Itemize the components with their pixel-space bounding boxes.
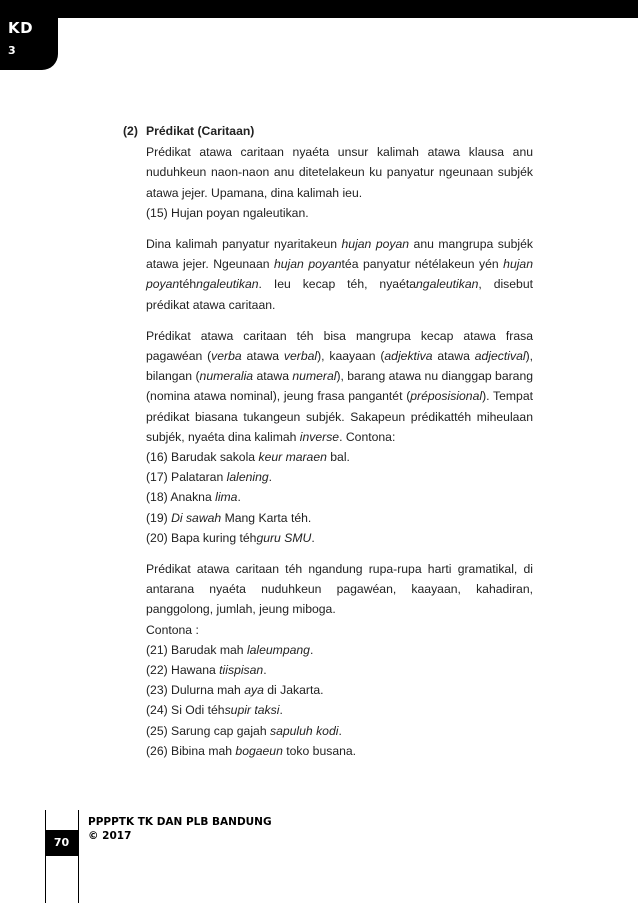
example-17: (17) Palataran lalening.: [146, 470, 273, 485]
examples-list-a: [146, 447, 533, 548]
main-content: [123, 121, 533, 761]
example-26: (26) Bibina mah bogaeun toko busana.: [146, 743, 357, 758]
paragraph-1: Prédikat atawa caritaan nyaéta unsur kalimah atawa klausa anu nuduhkeun naon-naon anu ditetelakeun ku panyatur ngeunaan subjék atawa jejer. Upamana, dina kalimah ieu.: [146, 145, 533, 200]
footer-publisher: [88, 815, 272, 843]
example-16: (16) Barudak sakola keur maraen bal.: [146, 450, 350, 465]
page-number: 70: [53, 836, 70, 849]
section-body: [146, 142, 533, 761]
example-25: (25) Sarung cap gajah sapuluh kodi.: [146, 723, 342, 738]
footer-margin-bar: [45, 810, 79, 903]
copyright-text: © 2017: [88, 830, 132, 842]
section-title: Prédikat (Caritaan): [146, 124, 255, 138]
kd-label: KD: [8, 19, 34, 37]
examples-list-b: [146, 640, 533, 761]
example-18: (18) Anakna lima.: [146, 490, 241, 505]
kd-number: 3: [8, 44, 16, 57]
section-number: (2): [123, 124, 138, 138]
example-22: (22) Hawana tiispisan.: [146, 663, 267, 678]
page-number-box: [45, 830, 78, 856]
paragraph-4: Prédikat atawa caritaan téh ngandung rupa-rupa harti gramatikal, di antarana nyaéta nuduhkeun pagawéan, kaayaan, kahadiran, panggolong, jumlah, jeung miboga.: [146, 562, 533, 617]
example-19: (19) Di sawah Mang Karta téh.: [146, 510, 312, 525]
top-bar: [0, 0, 638, 18]
kd-tab: [0, 0, 58, 70]
example-24: (24) Si Odi téhsupir taksi.: [146, 703, 283, 718]
example-21: (21) Barudak mah laleumpang.: [146, 642, 314, 657]
examples-intro: Contona :: [146, 622, 199, 637]
paragraph-3: Prédikat atawa caritaan téh bisa mangrupa kecap atawa frasa pagawéan (verba atawa verbal), kaayaan (adjektiva atawa adjectival), bilangan (numeralia atawa numeral), barang atawa nu dianggap barang (nomina atawa nominal), jeung frasa pangantét (préposisional). Tempat prédikat biasana tukangeun subjék. Sakapeun prédikattéh miheulaan subjék, nyaéta dina kalimah inverse. Contona:: [146, 328, 534, 444]
publisher-name: PPPPTK TK DAN PLB BANDUNG: [88, 816, 272, 828]
paragraph-2: Dina kalimah panyatur nyaritakeun hujan poyan anu mangrupa subjék atawa jejer. Ngeunaan hujan poyantéa panyatur nétélakeun yén hujan poyantéhngaleutikan. Ieu kecap téh, nyaétangaleutikan, disebut prédikat atawa caritaan.: [146, 237, 533, 312]
example-20: (20) Bapa kuring téhguru SMU.: [146, 530, 315, 545]
section-heading: [123, 121, 533, 141]
example-15: (15) Hujan poyan ngaleutikan.: [146, 205, 309, 220]
example-23: (23) Dulurna mah aya di Jakarta.: [146, 683, 324, 698]
